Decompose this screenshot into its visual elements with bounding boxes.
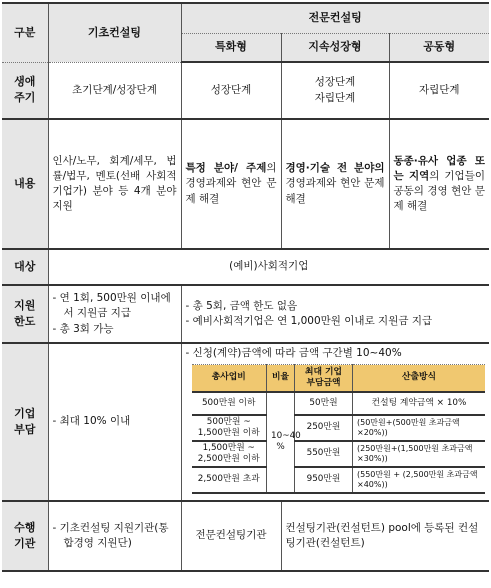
- burden-basic: - 최대 10% 이내: [48, 343, 181, 501]
- content-joint-text: 의 기업들이 공동의 경영 현안 문제 해결: [393, 169, 485, 213]
- header-sustained-growth-type: 지속성장형: [281, 33, 389, 62]
- header-joint-type: 공동형: [389, 33, 489, 62]
- content-growth-text: 경영과제와 현안 문제 해결: [285, 177, 385, 205]
- list-item: - 기초컨설팅 지원기관(통합경영 지원단): [52, 521, 169, 549]
- target-value: (예비)사회적기업: [48, 249, 489, 285]
- burden-header-max: 최대 기업 부담금액: [295, 365, 353, 392]
- burden-header-method: 산출방식: [353, 365, 486, 392]
- content-growth-emphasis: 경영·기술 전 분야의: [285, 162, 385, 175]
- burden-total: 1,500만원 ~ 2,500만원 이하: [192, 441, 267, 467]
- burden-total: 500만원 이하: [192, 392, 267, 415]
- header-specialized-consulting: 전문컨설팅: [181, 3, 489, 33]
- content-specialized-text: 의 경영과제와 현안 문제 해결: [185, 162, 277, 205]
- list-item: - 연 1회, 500만원 이내에서 지원금 지급: [52, 292, 171, 320]
- row-label-agency: 수행 기관: [2, 501, 48, 571]
- row-label-company-burden: 기업 부담: [2, 343, 48, 501]
- lifecycle-sustained-growth: 성장단계 자립단계: [281, 62, 389, 119]
- list-item: - 총 3회 가능: [52, 322, 114, 335]
- content-basic: 인사/노무, 회계/세무, 법률/법무, 멘토(선배 사회적기업가) 분야 등 4개 분야 지원: [48, 119, 181, 249]
- burden-total: 500만원 ~ 1,500만원 이하: [192, 415, 267, 441]
- burden-specialized: [181, 343, 489, 501]
- burden-rate-table: [192, 364, 486, 494]
- lifecycle-specialized: 성장단계: [181, 62, 281, 119]
- burden-method: 컨설팅 계약금액 × 10%: [353, 392, 486, 415]
- agency-basic: [48, 501, 181, 571]
- burden-method: (50만원+(500만원 초과금액×20%)): [353, 415, 486, 441]
- row-label-lifecycle: 생애 주기: [2, 62, 48, 119]
- consulting-comparison-sheet: [0, 2, 491, 588]
- burden-max: 550만원: [295, 441, 353, 467]
- burden-max: 50만원: [295, 392, 353, 415]
- burden-total: 2,500만원 초과: [192, 467, 267, 493]
- content-specialized: [181, 119, 281, 249]
- limit-specialized: [181, 285, 489, 343]
- row-label-content: 내용: [2, 119, 48, 249]
- burden-max: 250만원: [295, 415, 353, 441]
- header-basic-consulting: 기초컨설팅: [48, 3, 181, 62]
- burden-ratio: 10~40 %: [267, 392, 295, 493]
- limit-basic: [48, 285, 181, 343]
- burden-max: 950만원: [295, 467, 353, 493]
- header-specialized-type: 특화형: [181, 33, 281, 62]
- list-item: - 예비사회적기업은 연 1,000만원 이내로 지원금 지급: [185, 315, 433, 327]
- burden-header-ratio: 비율: [267, 365, 295, 392]
- burden-method: (250만원+(1,500만원 초과금액×30%)): [353, 441, 486, 467]
- agency-consultant-pool: 컨설팅기관(컨설턴트) pool에 등록된 컨설팅기관(컨설턴트): [281, 501, 489, 571]
- row-label-support-limit: 지원 한도: [2, 285, 48, 343]
- burden-header-total: 총사업비: [192, 365, 267, 392]
- header-category: 구분: [2, 3, 48, 62]
- content-specialized-emphasis: 특정 분야/ 주제: [185, 162, 267, 175]
- lifecycle-basic: 초기단계/성장단계: [48, 62, 181, 119]
- list-item: - 총 5회, 금액 한도 없음: [185, 299, 298, 312]
- row-label-target: 대상: [2, 249, 48, 285]
- burden-method: (550만원 + (2,500만원 초과금액×40%)): [353, 467, 486, 493]
- content-sustained-growth: [281, 119, 389, 249]
- agency-specialized: 전문컨설팅기관: [181, 501, 281, 571]
- burden-intro: - 신청(계약)금액에 따라 금액 구간별 10~40%: [185, 347, 402, 359]
- lifecycle-joint: 자립단계: [389, 62, 489, 119]
- consulting-table: [2, 2, 489, 572]
- content-joint: [389, 119, 489, 249]
- content-joint-emphasis: 동종·유사 업종 또는 지역: [393, 154, 485, 182]
